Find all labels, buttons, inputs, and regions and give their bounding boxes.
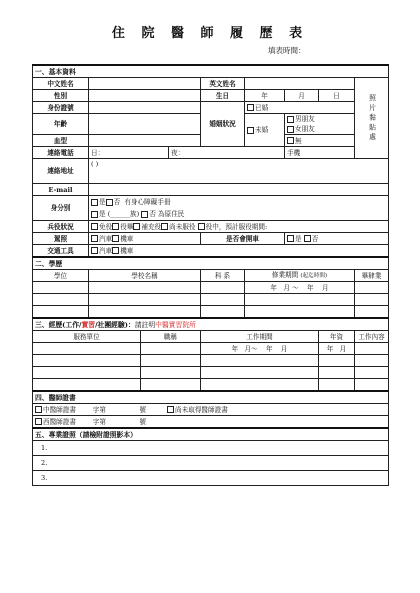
study-period-header — [245, 270, 355, 282]
transport-label: 交通工具 — [33, 245, 89, 258]
not-served-label: 尚未服役 — [169, 222, 196, 231]
mobile-field[interactable] — [285, 147, 355, 159]
edu-year-start: 年 — [270, 283, 278, 292]
school-header: 學校名稱 — [89, 270, 201, 282]
section-education: 二、學歷 — [33, 257, 389, 270]
not-served-checkbox[interactable] — [161, 223, 168, 230]
edu-month-start: 月 ～ — [283, 283, 299, 292]
edu-row-2-graduated[interactable] — [355, 294, 389, 306]
disabled-no-checkbox[interactable] — [106, 199, 113, 206]
served-label: 役畢 — [120, 222, 134, 231]
exp-row-4-period[interactable] — [201, 379, 319, 392]
license-moto-checkbox[interactable] — [112, 235, 119, 242]
exp-row-1-seniority[interactable] — [319, 343, 355, 355]
edu-row-1-school[interactable] — [89, 282, 201, 294]
wm-cert-checkbox[interactable] — [35, 418, 42, 425]
edu-row-3-dept[interactable] — [201, 306, 245, 319]
exp-row-2-seniority[interactable] — [319, 355, 355, 367]
military-options[interactable] — [89, 221, 389, 233]
edu-row-1-period[interactable] — [245, 282, 355, 294]
blood-type-field[interactable] — [89, 135, 201, 147]
exp-row-3-position[interactable] — [141, 367, 201, 379]
married-checkbox[interactable] — [247, 104, 254, 111]
id-number-label: 身份證號 — [33, 102, 89, 114]
exp-row-2-period[interactable] — [201, 355, 319, 367]
exempt-checkbox[interactable] — [91, 223, 98, 230]
license-car-checkbox[interactable] — [91, 235, 98, 242]
indigenous-yes-checkbox[interactable] — [91, 211, 98, 218]
seniority-header: 年資 — [319, 331, 355, 343]
blood-type-label: 血型 — [33, 135, 89, 147]
night-phone-label: 夜： — [171, 148, 185, 157]
tcm-cert-label: 中醫師證書 — [43, 405, 76, 414]
birthday-day[interactable] — [319, 90, 355, 102]
girlfriend-label: 女朋友 — [295, 125, 315, 133]
exp-row-3-period[interactable] — [201, 367, 319, 379]
edu-row-3-graduated[interactable] — [355, 306, 389, 319]
month-label: 月 — [298, 91, 305, 100]
photo-label: 照片黏貼處 — [367, 93, 376, 143]
mobile-label: 手機 — [287, 148, 301, 157]
married-option[interactable] — [245, 102, 355, 114]
photo-area[interactable] — [355, 78, 389, 159]
address-zip-paren: ( ) — [91, 160, 99, 168]
day-phone-label: 日： — [91, 148, 105, 157]
experience-title-b: 實習 — [81, 320, 96, 329]
exp-row-3-content[interactable] — [355, 367, 389, 379]
experience-title-a: 三、經歷(工作/ — [35, 320, 82, 329]
substitute-label: 補充役 — [141, 222, 162, 231]
substitute-checkbox[interactable] — [133, 223, 140, 230]
driver-license-label: 駕照 — [33, 233, 89, 245]
exp-row-2-unit[interactable] — [33, 355, 141, 367]
license-moto-label: 機車 — [120, 234, 134, 243]
position-header: 職稱 — [141, 331, 201, 343]
can-drive-no-label: 否 — [311, 234, 319, 243]
tcm-cert-checkbox[interactable] — [35, 406, 42, 413]
not-obtained-checkbox[interactable] — [167, 406, 174, 413]
indigenous-no-label: 否 — [149, 210, 156, 218]
indigenous-yes-label: 是 ( — [99, 210, 111, 218]
address-label: 連絡地址 — [33, 159, 89, 184]
license-car-label: 汽車 — [99, 234, 113, 243]
wm-cert-word: 字第 — [92, 417, 106, 426]
section-license: 四、醫師證書 — [33, 391, 389, 404]
indigenous-no-checkbox[interactable] — [141, 211, 148, 218]
girlfriend-checkbox[interactable] — [287, 126, 294, 133]
tribe-label: 族) — [130, 210, 142, 218]
exp-row-2-content[interactable] — [355, 355, 389, 367]
edu-row-3-period[interactable] — [245, 306, 355, 319]
exp-row-1-content[interactable] — [355, 343, 389, 355]
none-label: 無 — [295, 136, 302, 145]
chinese-name-label: 中文姓名 — [33, 78, 89, 90]
day-label: 日 — [333, 91, 340, 100]
exp-row-3-seniority[interactable] — [319, 367, 355, 379]
unit-header: 服務單位 — [33, 331, 141, 343]
none-option[interactable] — [285, 135, 355, 147]
section-experience — [33, 318, 389, 331]
section-certifications: 五、專業證照（請檢附證照影本） — [33, 428, 389, 441]
experience-title-c: /社團經驗)： — [95, 320, 135, 329]
unmarried-checkbox[interactable] — [247, 127, 254, 134]
dept-header: 科 系 — [201, 270, 245, 282]
exp-month-end: 月 — [280, 344, 288, 353]
edu-row-3-degree[interactable] — [33, 306, 89, 319]
year-label: 年 — [261, 91, 268, 100]
marital-label: 婚姻狀況 — [201, 102, 245, 147]
study-period-label: 修業期間 — [271, 271, 299, 279]
day-phone-field[interactable] — [89, 147, 169, 159]
section-basic-info: 一、基本資料 — [33, 65, 389, 78]
license-options[interactable] — [89, 233, 201, 245]
transport-car-checkbox[interactable] — [91, 247, 98, 254]
edu-row-2-dept[interactable] — [201, 294, 245, 306]
id-number-field[interactable] — [89, 102, 201, 114]
experience-note-a: 請註明 — [134, 320, 156, 329]
birthday-label: 生日 — [201, 90, 245, 102]
wm-cert-row[interactable] — [33, 416, 389, 429]
exp-row-4-seniority[interactable] — [319, 379, 355, 392]
can-drive-yes-checkbox[interactable] — [287, 235, 294, 242]
seniority-year: 年 — [326, 344, 334, 353]
identity-label: 身分別 — [33, 196, 89, 221]
disabled-yes-checkbox[interactable] — [91, 199, 98, 206]
transport-moto-label: 機車 — [120, 246, 134, 255]
disabled-no-label: 否 — [113, 198, 121, 206]
phone-label: 連絡電話 — [33, 147, 89, 159]
unmarried-option[interactable] — [245, 114, 285, 147]
can-drive-label: 是否會開車 — [201, 233, 285, 245]
none-checkbox[interactable] — [287, 137, 294, 144]
exp-row-1-unit[interactable] — [33, 343, 141, 355]
tcm-cert-word: 字第 — [92, 405, 106, 414]
can-drive-options[interactable] — [285, 233, 389, 245]
married-label: 已婚 — [255, 103, 269, 112]
disabled-text: 有身心障礙手冊 — [124, 198, 171, 206]
fill-time-label: 填表時間： — [268, 46, 306, 55]
exp-month-start: 月～ — [244, 344, 258, 353]
exp-row-1-period[interactable] — [201, 343, 319, 355]
study-period-note: (起迄時間) — [300, 273, 328, 279]
tcm-cert-no: 號 — [139, 405, 147, 414]
exp-row-4-unit[interactable] — [33, 379, 141, 392]
serving-checkbox[interactable] — [198, 223, 205, 230]
email-label: E-mail — [33, 184, 89, 196]
edu-row-1-graduated[interactable] — [355, 282, 389, 294]
english-name-field[interactable] — [245, 78, 355, 90]
not-obtained-label: 尚未取得醫師證書 — [175, 405, 228, 414]
boyfriend-label: 男朋友 — [295, 115, 315, 123]
edu-month-end: 月 — [321, 283, 329, 292]
chinese-name-field[interactable] — [89, 78, 201, 90]
military-label: 兵役狀況 — [33, 221, 89, 233]
exp-year-end: 年 — [265, 344, 273, 353]
address-field[interactable] — [89, 159, 389, 184]
resume-form — [32, 64, 389, 486]
graduated-header: 畢肄業 — [355, 270, 389, 282]
age-field[interactable] — [89, 114, 201, 135]
wm-cert-label: 西醫師證書 — [43, 417, 76, 426]
email-field[interactable] — [89, 184, 389, 196]
served-checkbox[interactable] — [112, 223, 119, 230]
serving-label: 役中，預計服役期間: — [205, 222, 268, 231]
unmarried-label: 未婚 — [255, 126, 269, 134]
page-title: 住 院 醫 師 履 歷 表 — [111, 26, 309, 41]
exp-row-2-position[interactable] — [141, 355, 201, 367]
boyfriend-checkbox[interactable] — [287, 116, 294, 123]
birthday-year[interactable] — [245, 90, 285, 102]
exp-row-3-unit[interactable] — [33, 367, 141, 379]
edu-row-1-dept[interactable] — [201, 282, 245, 294]
edu-year-end: 年 — [307, 283, 314, 292]
identity-options[interactable]: 是 否 有身心障礙手冊 是 (______族) 否 為原住民 — [89, 196, 389, 221]
tcm-cert-row[interactable] — [33, 404, 389, 416]
exempt-label: 免役 — [99, 222, 113, 231]
boyfriend-option[interactable] — [285, 114, 355, 135]
cert-item-3[interactable]: 3. — [33, 471, 389, 486]
seniority-month: 月 — [339, 344, 347, 353]
edu-row-2-degree[interactable] — [33, 294, 89, 306]
exp-row-4-position[interactable] — [141, 379, 201, 392]
transport-options[interactable] — [89, 245, 389, 258]
degree-header: 學位 — [33, 270, 89, 282]
exp-row-4-content[interactable] — [355, 379, 389, 392]
exp-year-start: 年 — [231, 344, 239, 353]
transport-moto-checkbox[interactable] — [112, 247, 119, 254]
edu-row-2-school[interactable] — [89, 294, 201, 306]
cert-item-1[interactable]: 1. — [33, 441, 389, 456]
can-drive-yes-label: 是 — [295, 234, 302, 243]
age-label: 年齡 — [33, 114, 89, 135]
english-name-label: 英文姓名 — [201, 78, 245, 90]
experience-note-b: 中醫實習院所 — [155, 320, 196, 329]
indigenous-text: 為原住民 — [158, 210, 185, 218]
exp-row-1-position[interactable] — [141, 343, 201, 355]
can-drive-no-checkbox[interactable] — [304, 235, 311, 242]
gender-label: 性別 — [33, 90, 89, 102]
birthday-month[interactable] — [285, 90, 319, 102]
edu-row-3-school[interactable] — [89, 306, 201, 319]
cert-item-2[interactable]: 2. — [33, 456, 389, 471]
content-header: 工作內容 — [355, 331, 389, 343]
wm-cert-no: 號 — [139, 417, 147, 426]
work-period-header: 工作期間 — [201, 331, 319, 343]
edu-row-2-period[interactable] — [245, 294, 355, 306]
edu-row-1-degree[interactable] — [33, 282, 89, 294]
disabled-yes-label: 是 — [99, 198, 106, 206]
night-phone-field[interactable] — [169, 147, 285, 159]
transport-car-label: 汽車 — [99, 246, 113, 255]
gender-field[interactable] — [89, 90, 201, 102]
